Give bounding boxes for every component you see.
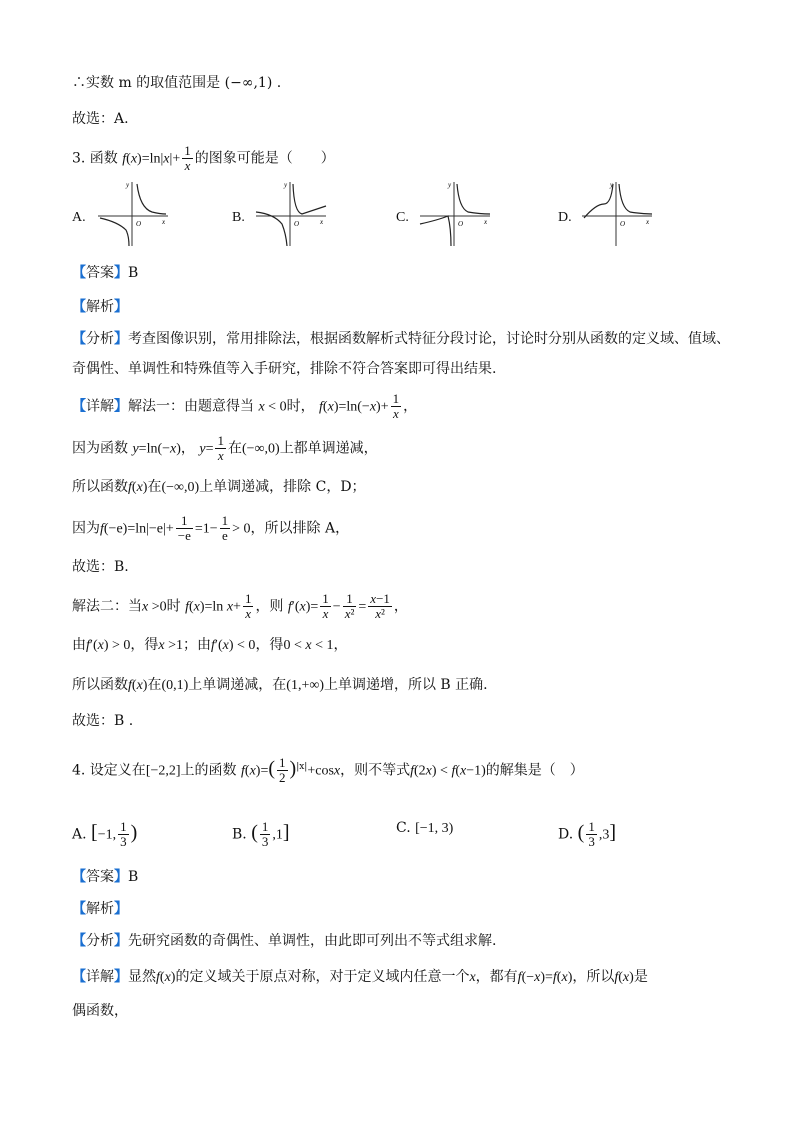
svg-text:x: x: [162, 218, 166, 226]
question-4: 4. 设定义在[−2,2]上的函数 f(x)=( $\frac{1}{2}$ )$^{|x|}$+cosx，则不等式f(2x) < f(x−1)的解集是（ ）: [72, 755, 584, 786]
detail-3-line3: 所以函数f(x)在(−∞,0)上单调递减，排除 C，D；: [72, 479, 366, 495]
text-line: [72, 72, 281, 94]
so-text: 所以函数: [72, 479, 128, 495]
detail-3-text: 解法一：由题意得当: [128, 398, 254, 415]
svg-text:y: y: [284, 181, 288, 189]
detail-4-e: 是: [633, 969, 648, 985]
detail-3-line8: 所以函数f(x)在(0,1)上单调递减，在(1,+∞)上单调递增，所以 B 正确.: [72, 677, 488, 693]
choose-b2-text: 故选：B .: [72, 713, 134, 729]
svg-text:O: O: [136, 220, 142, 228]
answer-3-text: 【答案】B: [72, 265, 139, 281]
graph-option-d[interactable]: [580, 178, 654, 248]
because-end-text: 上都单调递减，: [279, 440, 378, 457]
svg-text:O: O: [294, 220, 300, 228]
detail-3-heading: 【详解】: [72, 398, 128, 415]
answer-4: [72, 866, 138, 888]
analysis-4-text: 【分析】先研究函数的奇偶性、单调性，由此即可列出不等式组求解.: [72, 933, 497, 949]
so-end-text: 上单调递减，排除 C，D；: [199, 479, 366, 495]
analysis-4-label: [72, 898, 128, 920]
answer-4-text: 【答案】B: [72, 869, 139, 885]
detail-4-last: 偶函数，: [72, 1003, 128, 1019]
svg-text:y: y: [126, 181, 130, 189]
detail-4-heading: 【详解】: [72, 969, 128, 985]
graph-option-c[interactable]: [418, 178, 492, 248]
analysis-3-text-a: 【分析】考查图像识别，常用排除法，根据函数解析式特征分段讨论，讨论时分别从函数的定义域、值域、: [72, 331, 730, 347]
answer-3: [72, 262, 138, 284]
svg-text:x: x: [484, 218, 488, 226]
svg-text:x: x: [646, 218, 650, 226]
method2-text: 解法二：当: [72, 598, 142, 615]
analysis-3-line2: [72, 358, 496, 380]
option-4c-label: C.: [396, 820, 411, 836]
analysis-3-label: [72, 296, 128, 318]
svg-text:x: x: [320, 218, 324, 226]
detail-3-line2: 因为函数 y=ln(−x)， y= $\frac{1}{x}$ 在(−∞,0)上都单调递减，: [72, 433, 378, 463]
question-4-end: 的解集是（ ）: [485, 762, 584, 779]
detail-4-line1: 【详解】显然f(x)的定义域关于原点对称，对于定义域内任意一个x，都有f(−x)=f(x)，所以f(x)是: [72, 969, 648, 985]
svg-text:O: O: [458, 220, 464, 228]
option-4c[interactable]: C. [−1, 3): [396, 820, 454, 836]
svg-text:y: y: [448, 181, 452, 189]
option-b-label[interactable]: B.: [232, 210, 245, 225]
analysis-4-line: [72, 930, 496, 952]
option-4a[interactable]: A. [−1, $\frac{1}{3}$ ): [72, 819, 138, 849]
text-range-m: ∴实数 m 的取值范围是 (−∞,1) .: [72, 75, 282, 91]
analysis-3-heading: 【解析】: [72, 299, 128, 315]
option-d-label[interactable]: D.: [558, 210, 572, 225]
detail-3-line6: 解法二：当x >0时 f(x)=ln x+ $\frac{1}{x}$ ，则 f′(x)= $\frac{1}{x}$ − $\frac{1}{\text{x²}}$ = $\frac{x-1}{\text{x²}}$ ，: [72, 591, 408, 621]
question-3: [72, 144, 335, 173]
detail-4-d: ，所以: [572, 969, 615, 985]
option-4d-label: D.: [558, 826, 574, 843]
detail-3-line1: 【详解】解法一：由题意得当 x < 0时， f(x)=ln(−x)+ $\frac{1}{x}$ ，: [72, 391, 418, 421]
question-3-prefix: 3. 函数: [72, 150, 118, 167]
because2-end-text: ，所以排除 A，: [250, 520, 350, 537]
text-line: [72, 108, 129, 130]
option-4b[interactable]: B. ( $\frac{1}{3}$ ,1]: [232, 819, 290, 849]
because-text: 因为函数: [72, 440, 128, 457]
question-4-mid: 上的函数: [180, 762, 237, 779]
question-4-prefix: 4. 设定义在: [72, 762, 146, 779]
detail-4-a: 显然: [128, 969, 156, 985]
because2-text: 因为: [72, 520, 100, 537]
detail-4-c: ，都有: [475, 969, 518, 985]
svg-text:y: y: [610, 181, 614, 189]
analysis-3-line1: [72, 328, 730, 350]
so2-text: 所以函数: [72, 677, 128, 693]
so2-end-text: 上单调递增，所以 B 正确.: [323, 677, 488, 693]
option-c-label[interactable]: C.: [396, 210, 409, 225]
detail-3-line9: [72, 710, 133, 732]
question-3-suffix: 的图象可能是（ ）: [194, 150, 335, 167]
text-choose-a: 故选：A.: [72, 111, 129, 127]
analysis-3-text-b: 奇偶性、单调性和特殊值等入手研究，排除不符合答案即可得出结果.: [72, 361, 497, 377]
option-4b-label: B.: [232, 826, 247, 843]
detail-3-line7: 由f′(x) > 0，得x >1；由f′(x) < 0，得0 < x < 1，: [72, 637, 348, 653]
detail-3-line4: 因为f(−e)=ln|−e|+ $\frac{1}{-e}$ =1− $\frac{1}{e}$ > 0，所以排除 A，: [72, 513, 350, 543]
detail-3-line5: [72, 556, 129, 578]
option-4a-label: A.: [72, 826, 87, 843]
detail-4-line2: [72, 1000, 128, 1022]
choose-b-text: 故选：B.: [72, 559, 129, 575]
by-text: 由: [72, 637, 86, 653]
analysis-4-heading: 【解析】: [72, 901, 128, 917]
question-4-mid2: ，则不等式: [340, 762, 411, 779]
option-a-label[interactable]: A.: [72, 210, 86, 225]
option-4d[interactable]: D. ( $\frac{1}{3}$ ,3]: [558, 819, 616, 849]
so2-mid-text: 上单调递减，在: [188, 677, 287, 693]
formula-fx: f(x)=ln|x|+: [122, 151, 181, 167]
fraction: $\frac{1}{x}$: [184, 143, 191, 173]
detail-4-b: 的定义域关于原点对称，对于定义域内任意一个: [175, 969, 470, 985]
graph-option-a[interactable]: [96, 178, 170, 248]
graph-option-b[interactable]: [254, 178, 328, 248]
svg-text:O: O: [620, 220, 626, 228]
